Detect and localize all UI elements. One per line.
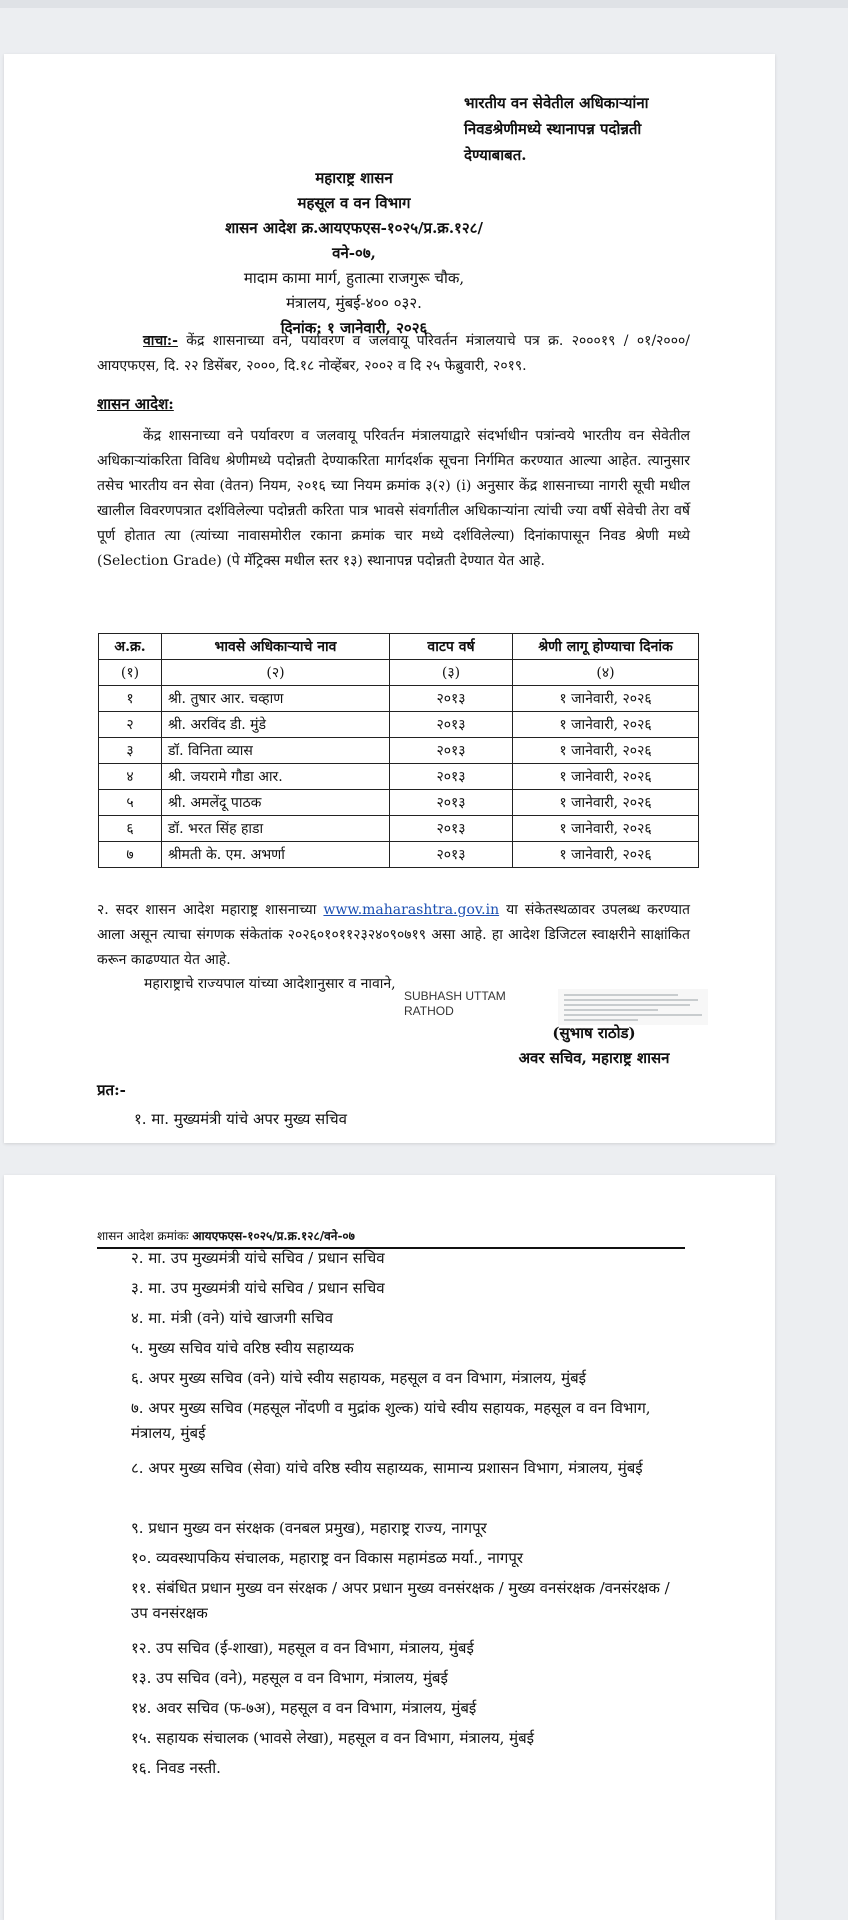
table-cell: ६ [99,816,162,842]
reference-label: वाचा:- [143,333,178,349]
table-cell: १ जानेवारी, २०२६ [513,738,699,764]
address-line-2: मंत्रालय, मुंबई-४०० ०३२. [286,294,422,312]
copy-item: ४. मा. मंत्री (वने) यांचे खाजगी सचिव [131,1309,333,1327]
governor-line: महाराष्ट्राचे राज्यपाल यांच्या आदेशानुसार व नावाने, [144,976,396,992]
col-effective-date: श्रेणी लागू होण्याचा दिनांक [513,634,699,660]
signatory-name: (सुभाष राठोड) [552,1024,636,1042]
para2-prefix: २. सदर शासन आदेश महाराष्ट्र शासनाच्या [97,902,324,918]
copy-item: १०. व्यवस्थापकिय संचालक, महाराष्ट्र वन विकास महामंडळ मर्या., नागपूर [131,1549,523,1567]
subject-line: निवडश्रेणीमध्ये स्थानापन्न पदोन्नती [464,120,642,138]
copy-item: १४. अवर सचिव (फ-७अ), महसूल व वन विभाग, मंत्रालय, मुंबई [131,1699,477,1717]
copy-item: २. मा. उप मुख्यमंत्री यांचे सचिव / प्रधान सचिव [131,1249,385,1267]
table-cell: २०१३ [390,764,513,790]
officers-table [98,633,699,868]
table-row [99,816,699,842]
reference-text: केंद्र शासनाच्या वने, पर्यावरण व जलवायू परिवर्तन मंत्रालयाचे पत्र क्र. २०००१९ / ०१/२०००/आयएफएस, दि. २२ डिसेंबर, २०००, दि.१८ नोव्हेंबर, २००२ व दि २५ फेब्रुवारी, २०१९. [97,333,690,374]
table-row [99,686,699,712]
copy-item: १. मा. मुख्यमंत्री यांचे अपर मुख्य सचिव [134,1110,347,1128]
copy-item: १५. सहायक संचालक (भावसे लेखा), महसूल व वन विभाग, मंत्रालय, मुंबई [131,1729,534,1747]
viewer-top-bar [0,0,848,8]
page2-header-label: शासन आदेश क्रमांकः [97,1229,193,1243]
table-row [99,842,699,868]
page2-header-number: आयएफएस-१०२५/प्र.क्र.१२८/वने-०७ [192,1229,355,1243]
letterhead [204,166,504,341]
order-heading: शासन आदेश: [97,395,174,413]
table-cell: (३) [390,660,513,686]
table-cell: डॉ. भरत सिंह हाडा [162,816,390,842]
document-page-1 [4,54,775,1143]
table-cell: श्रीमती के. एम. अभर्णा [162,842,390,868]
table-cell: (४) [513,660,699,686]
table-cell: १ जानेवारी, २०२६ [513,764,699,790]
signature-line: SUBHASH UTTAM [404,989,506,1003]
table-row [99,790,699,816]
website-link[interactable]: www.maharashtra.gov.in [323,902,500,918]
table-cell: श्री. जयरामे गौडा आर. [162,764,390,790]
table-cell: (२) [162,660,390,686]
order-paragraph: केंद्र शासनाच्या वने पर्यावरण व जलवायू परिवर्तन मंत्रालयाद्वारे संदर्भाधीन पत्रांन्वये भारतीय वन सेवेतील अधिकाऱ्यांकरिता विविध श्रेणीमध्ये पदोन्नती देण्याकरिता मार्गदर्शक सूचना निर्गमित करण्यात आल्या आहेत. त्यानुसार तसेच भारतीय वन सेवा (वेतन) नियम, २०१६ च्या नियम क्रमांक ३(२) (i) अनुसार केंद्र शासनाच्या नागरी सूची मधील खालील विवरणपत्रात दर्शविलेल्या पदोन्नती करिता पात्र भावसे संवर्गातील अधिकाऱ्यांना त्यांची ज्या वर्षी सेवेची तेरा वर्षे पूर्ण होतात त्या (त्यांच्या नावासमोरील रकाना क्रमांक चार मध्ये दर्शविलेल्या) दिनांकापासून निवड श्रेणी मध्ये (Selection Grade) (पे मॅट्रिक्स मधील स्तर १३) स्थानापन्न पदोन्नती देण्यात येत आहे. [97,428,690,569]
signatory-designation: अवर सचिव, महाराष्ट्र शासन [518,1049,670,1067]
table-cell: ३ [99,738,162,764]
table-cell: २ [99,712,162,738]
col-allotment-year: वाटप वर्ष [390,634,513,660]
copy-item: ७. अपर मुख्य सचिव (महसूल नोंदणी व मुद्रांक शुल्क) यांचे स्वीय सहायक, महसूल व वन विभाग, मंत्रालय, मुंबई [131,1399,651,1442]
signatory-block [494,1021,694,1071]
table-cell: ७ [99,842,162,868]
subject-block [464,90,734,168]
digital-signature-stamp-icon [558,989,708,1025]
table-header-row [99,634,699,660]
table-cell: १ जानेवारी, २०२६ [513,842,699,868]
copy-item: ३. मा. उप मुख्यमंत्री यांचे सचिव / प्रधान सचिव [131,1279,385,1297]
copy-item: ८. अपर मुख्य सचिव (सेवा) यांचे वरिष्ठ स्वीय सहाय्यक, सामान्य प्रशासन विभाग, मंत्रालय, मुंबई [131,1459,643,1477]
table-cell: २०१३ [390,816,513,842]
table-row [99,738,699,764]
table-cell: २०१३ [390,738,513,764]
table-cell: डॉ. विनिता व्यास [162,738,390,764]
table-cell: १ जानेवारी, २०२६ [513,816,699,842]
copy-item: ६. अपर मुख्य सचिव (वने) यांचे स्वीय सहायक, महसूल व वन विभाग, मंत्रालय, मुंबई [131,1369,587,1387]
para2-suffix: या संकेतस्थळावर उपलब्ध करण्यात आला असून त्याचा संगणक संकेतांक २०२६०१०११२३२४०९०७१९ असा आहे. हा आदेश डिजिटल स्वाक्षरीने साक्षांकित करून काढण्यात येत आहे. [97,902,691,968]
copy-item: १३. उप सचिव (वने), महसूल व वन विभाग, मंत्रालय, मुंबई [131,1669,448,1687]
copy-item: १२. उप सचिव (ई-शाखा), महसूल व वन विभाग, मंत्रालय, मुंबई [131,1639,474,1657]
table-cell: २०१३ [390,686,513,712]
reference-paragraph [97,329,690,379]
copy-item: ९. प्रधान मुख्य वन संरक्षक (वनबल प्रमुख), महाराष्ट्र राज्य, नागपूर [131,1519,487,1537]
department-name: महसूल व वन विभाग [297,194,411,212]
digital-signature-name [404,989,506,1019]
table-cell: २०१३ [390,790,513,816]
table-cell: श्री. तुषार आर. चव्हाण [162,686,390,712]
table-cell: श्री. अरविंद डी. मुंडे [162,712,390,738]
signature-line: RATHOD [404,1004,454,1018]
table-cell: ४ [99,764,162,790]
subject-line: भारतीय वन सेवेतील अधिकाऱ्यांना [464,94,649,112]
table-cell: श्री. अमलेंदू पाठक [162,790,390,816]
government-name: महाराष्ट्र शासन [315,169,393,187]
table-cell: (१) [99,660,162,686]
order-number: शासन आदेश क्र.आयएफएस-१०२५/प्र.क्र.१२८/वने-०७, [225,219,483,262]
table-cell: ५ [99,790,162,816]
copy-item: ५. मुख्य सचिव यांचे वरिष्ठ स्वीय सहाय्यक [131,1339,354,1357]
table-cell: २०१३ [390,712,513,738]
address-line-1: मादाम कामा मार्ग, हुतात्मा राजगुरू चौक, [243,269,465,287]
table-cell: १ [99,686,162,712]
col-name: भावसे अधिकाऱ्याचे नाव [162,634,390,660]
order-date: दिनांक: १ जानेवारी, २०२६ [280,319,428,337]
col-serial: अ.क्र. [99,634,162,660]
website-paragraph [97,898,690,973]
table-cell: २०१३ [390,842,513,868]
table-row [99,712,699,738]
table-numbering-row [99,660,699,686]
document-page-2 [4,1175,775,1920]
copies-title: प्रत:- [97,1081,126,1099]
copy-item: १६. निवड नस्ती. [131,1759,221,1777]
subject-line: देण्याबाबत. [464,146,527,164]
table-cell: १ जानेवारी, २०२६ [513,790,699,816]
table-cell: १ जानेवारी, २०२६ [513,712,699,738]
table-cell: १ जानेवारी, २०२६ [513,686,699,712]
table-row [99,764,699,790]
copy-item: ११. संबंधित प्रधान मुख्य वन संरक्षक / अपर प्रधान मुख्य वनसंरक्षक / मुख्य वनसंरक्षक /वनसंरक्षक / उप वनसंरक्षक [131,1579,670,1622]
